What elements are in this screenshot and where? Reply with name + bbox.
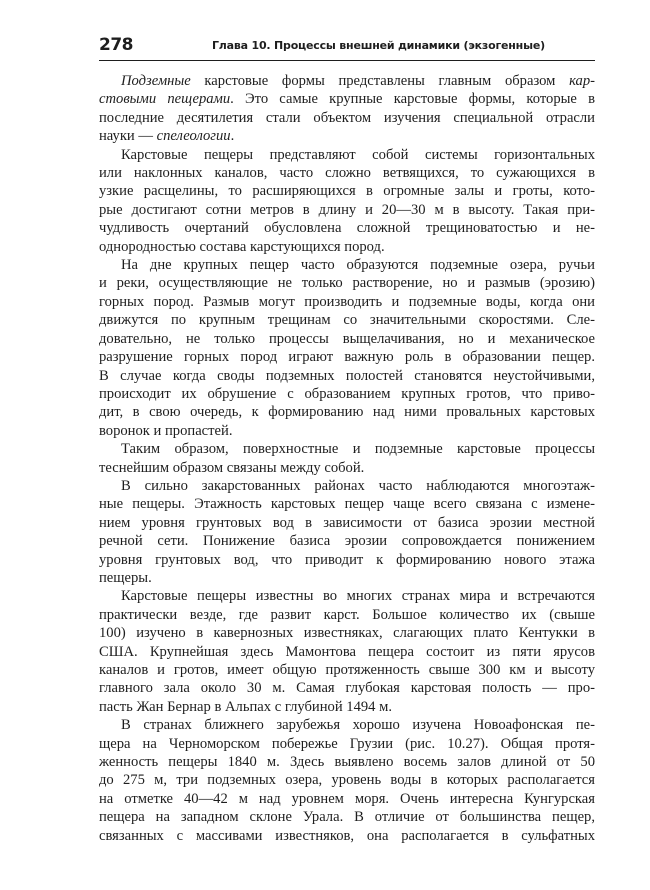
text-run: . Это самые крупные карстовые формы, которые в [230,91,595,108]
text-line: речной сети. Понижение базиса эрозии сопровождается понижением [99,533,595,550]
text-line: пасть Жан Бернар в Альпах с глубиной 1494 м. [99,698,393,715]
text-line: до 275 м, три подземных озера, уровень воды в которых располагается [99,772,595,789]
paragraph [99,72,595,146]
italic-term: Подземные [121,73,191,89]
text-run: последние десятилетия стали объектом изучения специальной отрасли [99,109,595,126]
text-line: или наклонных каналов, часто сложно ветвящихся, то сужающихся в [99,165,595,182]
text-line: Карстовые пещеры известны во многих странах мира и встречаются [121,588,595,605]
text-run: карстовые формы представлены главным образом [190,73,570,89]
page-body [99,72,595,845]
paragraph [99,256,595,440]
text-line: щера на Черноморском побережье Грузии (рис. 10.27). Общая протя- [99,735,595,752]
page-header [99,30,595,61]
text-line: ные пещеры. Этажность карстовых пещер чаще всего связана с измене- [99,496,595,513]
italic-term: кар- [569,73,595,89]
text-line: 100) изучено в кавернозных известняках, слагающих плато Кентукки в [99,625,595,642]
paragraph [99,440,595,477]
text-line: пещеры. [99,569,152,586]
text-line: узкие расщелины, то расширяющихся в огромные залы и гроты, кото- [99,183,595,200]
text-line: На дне крупных пещер часто образуются подземные озера, ручьи [121,257,595,274]
text-line: воронок и пропастей. [99,422,233,439]
text-line: Таким образом, поверхностные и подземные карстовые процессы [121,441,595,458]
text-line: нием уровня грунтовых вод в зависимости от базиса эрозии местной [99,514,595,531]
text-line: и реки, осуществляющие не только растворение, но и размыв (эрозию) [99,275,595,292]
text-line: Карстовые пещеры представляют собой системы горизонтальных [121,146,595,163]
text-line: В странах ближнего зарубежья хорошо изучена Новоафонская пе- [121,717,595,734]
text-line: чудливость очертаний обусловлена сложной трещиноватостью и не- [99,220,595,237]
running-head: Глава 10. Процессы внешней динамики (экзогенные) [212,39,545,52]
text-line: США. Крупнейшая здесь Мамонтова пещера состоит из пяти ярусов [99,643,595,660]
text-line: разрушение горных пород играют важную роль в образовании пещер. [99,349,595,366]
text-line: довательно, не только процессы выщелачивания, но и механическое [99,330,595,347]
text-line [99,127,595,145]
paragraph [99,477,595,587]
italic-term: стовыми пещерами [99,91,231,108]
text-line: дит, в свою очередь, к формированию над ними провальных карстовых [99,404,595,421]
text-line: движутся по крупным трещинам со значительными скоростями. Сле- [99,312,595,329]
text-line [99,109,595,127]
text-line: практически везде, где развит карст. Большое количество их (свыше [99,606,595,623]
italic-term: спелеологии [156,128,231,145]
paragraph [99,587,595,716]
paragraph [99,716,595,845]
text-run: науки — [99,128,157,145]
text-line: главного зала около 30 м. Самая глубокая карстовая полость — про- [99,680,595,697]
text-line [99,72,595,90]
text-line: женность пещеры 1840 м. Здесь выявлено восемь залов длиной от 50 [99,754,595,771]
text-line: уровня грунтовых вод, что приводит к формированию нового этажа [99,551,595,568]
page-number: 278 [99,35,133,55]
text-line: однородностью состава карстующихся пород. [99,238,385,255]
text-line: связанных с массивами известняков, она располагается в сульфатных [99,827,595,844]
text-line: рые достигают сотни метров в длину и 20—30 м в высоту. Такая при- [99,201,595,218]
text-line: каналов и гротов, имеет общую протяженность свыше 300 км и высоту [99,662,595,678]
text-line: теснейшим образом связаны между собой. [99,459,365,476]
text-line: В случае когда своды подземных полостей становятся неустойчивыми, [99,367,595,384]
text-line: на отметке 40—42 м над уровнем моря. Очень интересна Кунгурская [99,790,595,807]
text-line: пещера на западном склоне Урала. В отличие от большинства пещер, [99,809,595,826]
text-line: В сильно закарстованных районах часто наблюдаются многоэтаж- [121,477,595,494]
text-line [99,90,595,108]
paragraph [99,146,595,256]
text-line: горных пород. Размыв могут производить и подземные воды, когда они [99,293,595,310]
text-run: . [230,128,235,145]
text-line: происходит их обрушение с образованием крупных гротов, что приво- [99,385,595,402]
